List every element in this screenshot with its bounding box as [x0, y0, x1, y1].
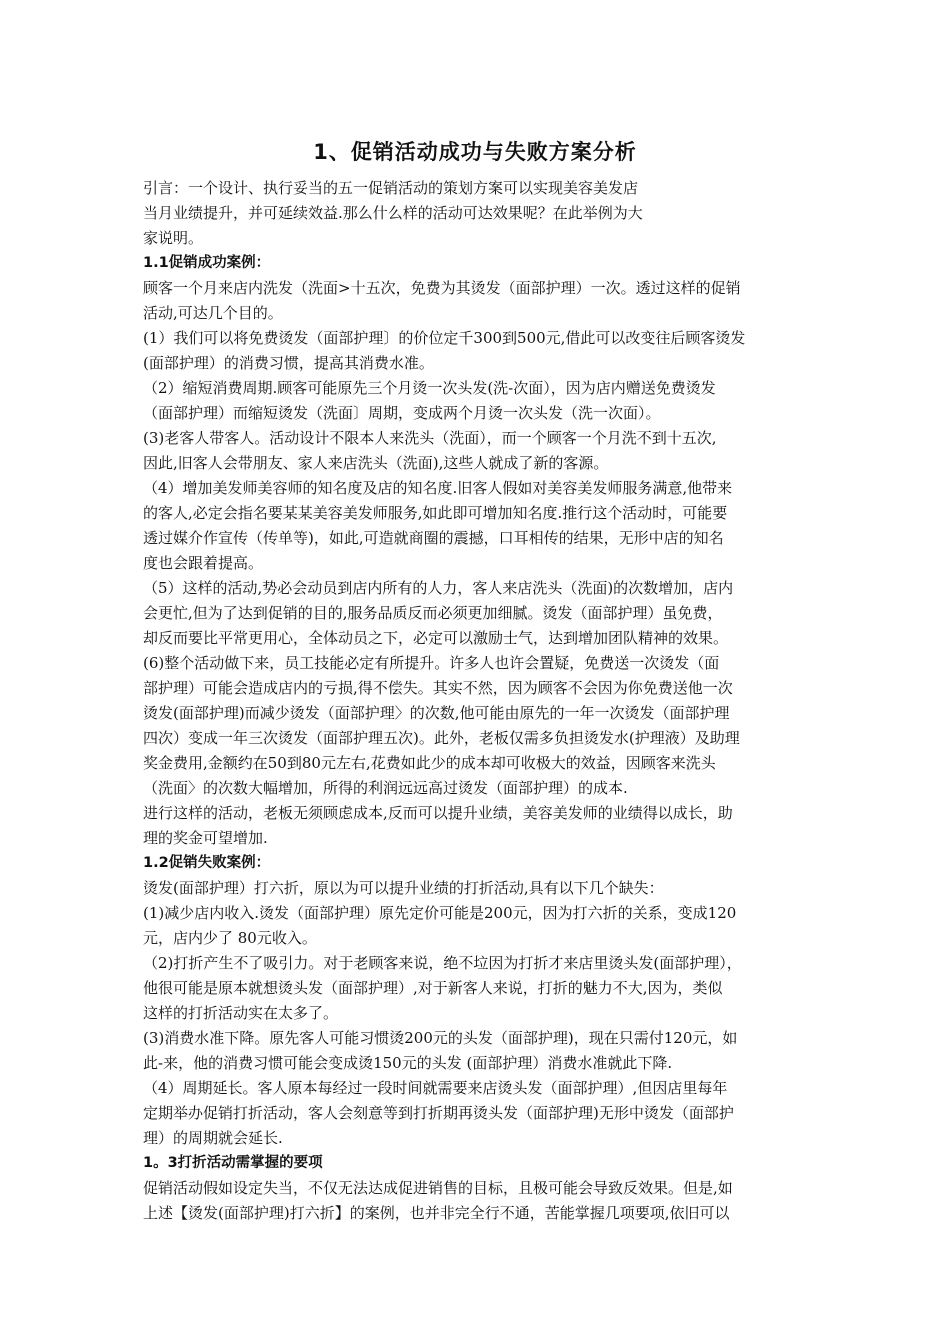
- document-body: [143, 176, 815, 1226]
- text-line: 却反而要比平常更用心，全体动员之下，必定可以激励士气，达到增加团队精神的效果。: [143, 629, 729, 647]
- text-line: 引言：一个设计、执行妥当的五一促销活动的策划方案可以实现美容美发店: [143, 179, 639, 197]
- text-line: 上述【烫发(面部护理)打六折】的案例，也并非完全行不通，苦能掌握几项要项,依旧可以: [143, 1204, 730, 1222]
- text-line: （4）增加美发师美容师的知名度及店的知名度.旧客人假如对美容美发师服务满意,他带来: [143, 479, 733, 497]
- text-line: 烫发(面部护理）打六折，原以为可以提升业绩的打折活动,具有以下几个缺失：: [143, 879, 664, 897]
- text-line: (1）我们可以将免费烫发（面部护理〕的价位定千300到500元,借此可以改变往后顾客烫发: [143, 329, 746, 347]
- document-title: 1、促销活动成功与失败方案分析: [313, 140, 637, 164]
- section-heading: 1.2促销失败案例：: [143, 855, 271, 871]
- text-line: 定期举办促销打折活动，客人会刻意等到打折期再烫头发（面部护理)无形中烫发（面部护: [143, 1104, 734, 1122]
- text-line: 透过媒介作宣传（传单等)，如此,可造就商圈的震撼，口耳相传的结果，无形中店的知名: [143, 529, 724, 547]
- section-heading: 1.1促销成功案例：: [143, 255, 271, 271]
- text-line: (6)整个活动做下来，员工技能必定有所提升。许多人也许会置疑，免费送一次烫发（面: [143, 654, 720, 672]
- text-line: (3)老客人带客人。活动设计不限本人来洗头（洗面），而一个顾客一个月洗不到十五次,: [143, 429, 717, 447]
- text-line: （4）周期延长。客人原本每经过一段时间就需要来店烫头发（面部护理）,但因店里每年: [143, 1079, 728, 1097]
- text-line: 当月业绩提升，并可延续效益.那么什么样的活动可达效果呢？在此举例为大: [143, 204, 643, 222]
- text-line: 度也会跟着提高。: [143, 554, 264, 572]
- text-line: 会更忙,但为了达到促销的目的,服务品质反而必须更加细腻。烫发（面部护理）虽免费，: [143, 604, 723, 622]
- text-line: 奖金费用,金额约在50到80元左右,花费如此少的成本却可收极大的效益，因顾客来洗头: [143, 754, 716, 772]
- text-line: 因此,旧客人会带朋友、家人来店洗头（洗面),这些人就成了新的客源。: [143, 454, 609, 472]
- section-heading: 1。3打折活动需掌握的要项: [143, 1155, 323, 1171]
- text-line: 四次）变成一年三次烫发（面部护理五次)。此外，老板仅需多负担烫发水(护理液）及助理: [143, 729, 740, 747]
- text-line: （面部护理）而缩短烫发（洗面〕周期，变成两个月烫一次头发（洗一次面）。: [143, 404, 661, 422]
- text-line: 顾客一个月来店内洗发（洗面>十五次，免费为其烫发（面部护理）一次。透过这样的促销: [143, 279, 741, 297]
- text-line: 元，店内少了 80元收入。: [143, 929, 317, 947]
- text-line: 促销活动假如设定失当，不仅无法达成促进销售的目标，且极可能会导致反效果。但是,如: [143, 1179, 733, 1197]
- text-line: （2）缩短消费周期.顾客可能原先三个月烫一次头发(洗-次面），因为店内赠送免费烫发: [143, 379, 716, 397]
- text-line: (3)消费水准下降。原先客人可能习惯烫200元的头发（面部护理)，现在只需付120元，如: [143, 1029, 738, 1047]
- text-line: 理的奖金可望增加.: [143, 829, 268, 847]
- text-line: （2)打折产生不了吸引力。对于老顾客来说，绝不垃因为打折才来店里烫头发(面部护理），: [143, 954, 742, 972]
- text-line: 这样的打折活动实在太多了。: [143, 1004, 339, 1022]
- text-line: 他很可能是原本就想烫头发（面部护理）,对于新客人来说，打折的魅力不大,因为，类似: [143, 979, 723, 997]
- text-line: (1)减少店内收入.烫发（面部护理）原先定价可能是200元，因为打六折的关系，变成120: [143, 904, 737, 922]
- text-line: 理）的周期就会延长.: [143, 1129, 283, 1147]
- text-line: 烫发(面部护理)而减少烫发（面部护理〉的次数,他可能由原先的一年一次烫发（面部护理: [143, 704, 730, 722]
- text-line: (面部护理）的消费习惯，提高其消费水准。: [143, 354, 434, 372]
- text-line: 部护理）可能会造成店内的亏损,得不偿失。其实不然，因为顾客不会因为你免费送他一次: [143, 679, 733, 697]
- text-line: 进行这样的活动，老板无须顾虑成本,反而可以提升业绩，美容美发师的业绩得以成长，助: [143, 804, 733, 822]
- text-line: 的客人,必定会指名要某某美容美发师服务,如此即可增加知名度.推行这个活动时，可能要: [143, 504, 728, 522]
- text-line: （5）这样的活动,势必会动员到店内所有的人力，客人来店洗头（洗面)的次数增加，店内: [143, 579, 734, 597]
- text-line: 家说明。: [143, 229, 204, 247]
- text-line: 此-来，他的消费习惯可能会变成烫150元的头发 (面部护理）消费水准就此下降.: [143, 1054, 673, 1072]
- text-line: （洗面〉的次数大幅增加，所得的利润远远高过烫发（面部护理）的成本.: [143, 779, 628, 797]
- text-line: 活动,可达几个目的。: [143, 304, 283, 322]
